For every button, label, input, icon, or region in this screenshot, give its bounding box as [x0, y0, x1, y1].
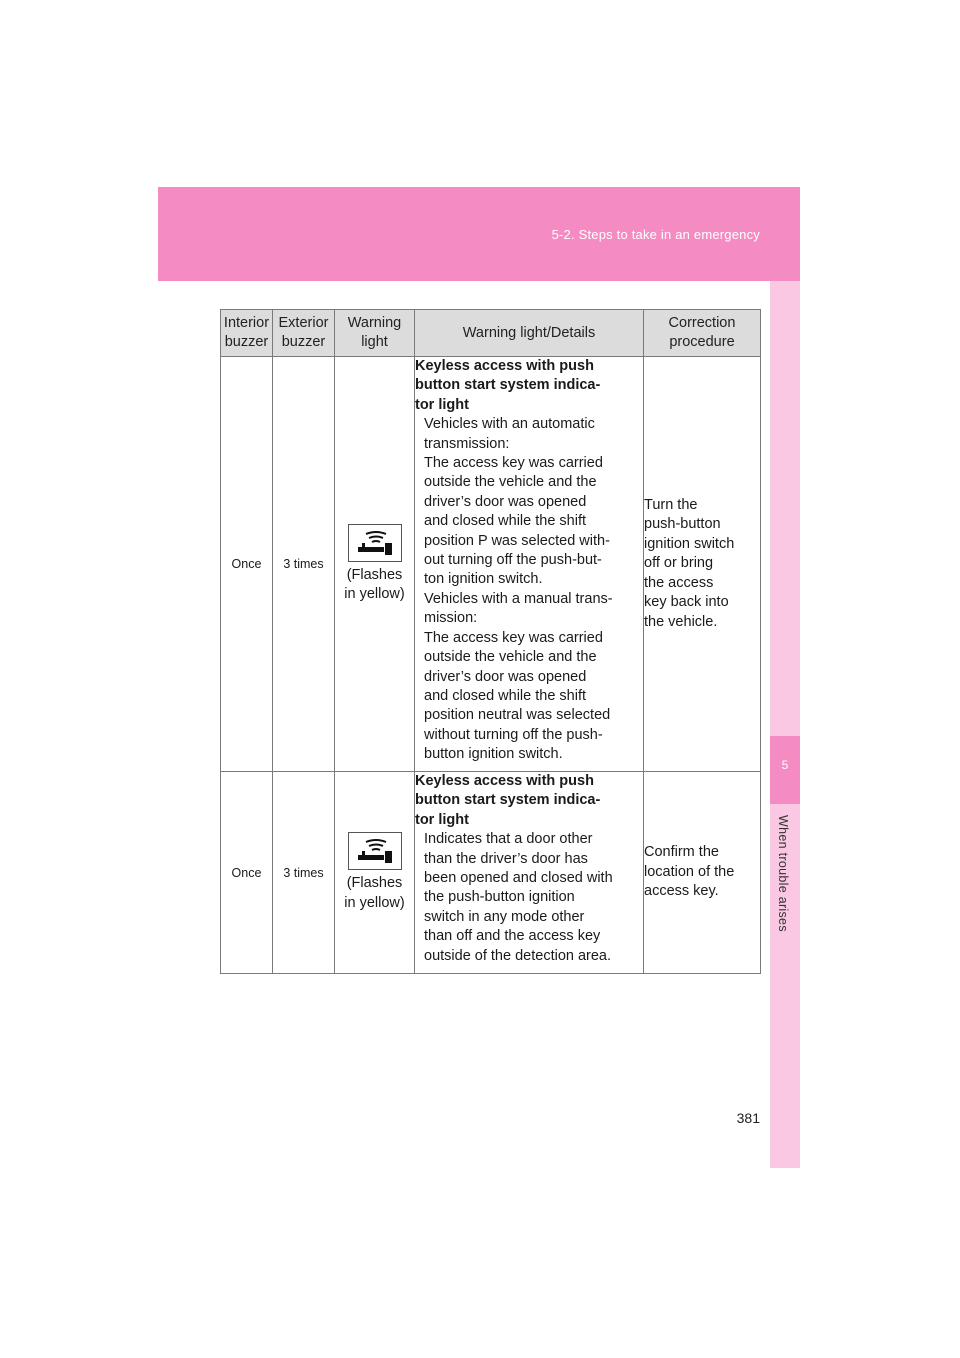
header-exterior-buzzer: Exterior buzzer	[273, 310, 335, 357]
interior-buzzer-cell: Once	[221, 357, 273, 772]
warning-light-cell: (Flashes in yellow)	[335, 772, 415, 974]
chapter-label: When trouble arises	[776, 815, 790, 932]
exterior-buzzer-cell: 3 times	[273, 772, 335, 974]
details-cell: Keyless access with push button start system indica- tor light Indicates that a door other than the driver’s door has been opened and closed with the push-button ignition switch in any mode other than off and the access key outside of the detection area.	[415, 772, 644, 974]
warning-light-cell: (Flashes in yellow)	[335, 357, 415, 772]
table-row	[221, 357, 761, 772]
section-title: 5-2. Steps to take in an emergency	[551, 227, 760, 242]
chapter-number: 5	[781, 758, 789, 772]
header-interior-buzzer: Interior buzzer	[221, 310, 273, 357]
warning-table	[220, 309, 761, 974]
keyless-access-icon	[348, 832, 402, 870]
exterior-buzzer-cell: 3 times	[273, 357, 335, 772]
table-header-row	[221, 310, 761, 357]
page-number: 381	[736, 1110, 760, 1126]
details-cell: Keyless access with push button start system indica- tor light Vehicles with an automatic transmission: The access key was carried outside the vehicle and the driver’s door was opened and closed while the shift position P was selected with- out turning off the push-but- ton ignition switch. Vehicles with a manual trans- mission: The access key was carried outside the vehicle and the driver’s door was opened and closed while the shift position neutral was selected without turning off the push- button ignition switch.	[415, 357, 644, 772]
table-row	[221, 772, 761, 974]
correction-cell: Confirm the location of the access key.	[644, 772, 761, 974]
header-details: Warning light/Details	[415, 310, 644, 357]
keyless-access-icon	[348, 524, 402, 562]
chapter-side-strip	[770, 281, 800, 1168]
correction-cell: Turn the push-button ignition switch off or bring the access key back into the vehicle.	[644, 357, 761, 772]
header-warning-light: Warning light	[335, 310, 415, 357]
header-correction: Correction procedure	[644, 310, 761, 357]
section-header-band	[158, 187, 800, 281]
interior-buzzer-cell: Once	[221, 772, 273, 974]
chapter-tab	[770, 736, 800, 804]
